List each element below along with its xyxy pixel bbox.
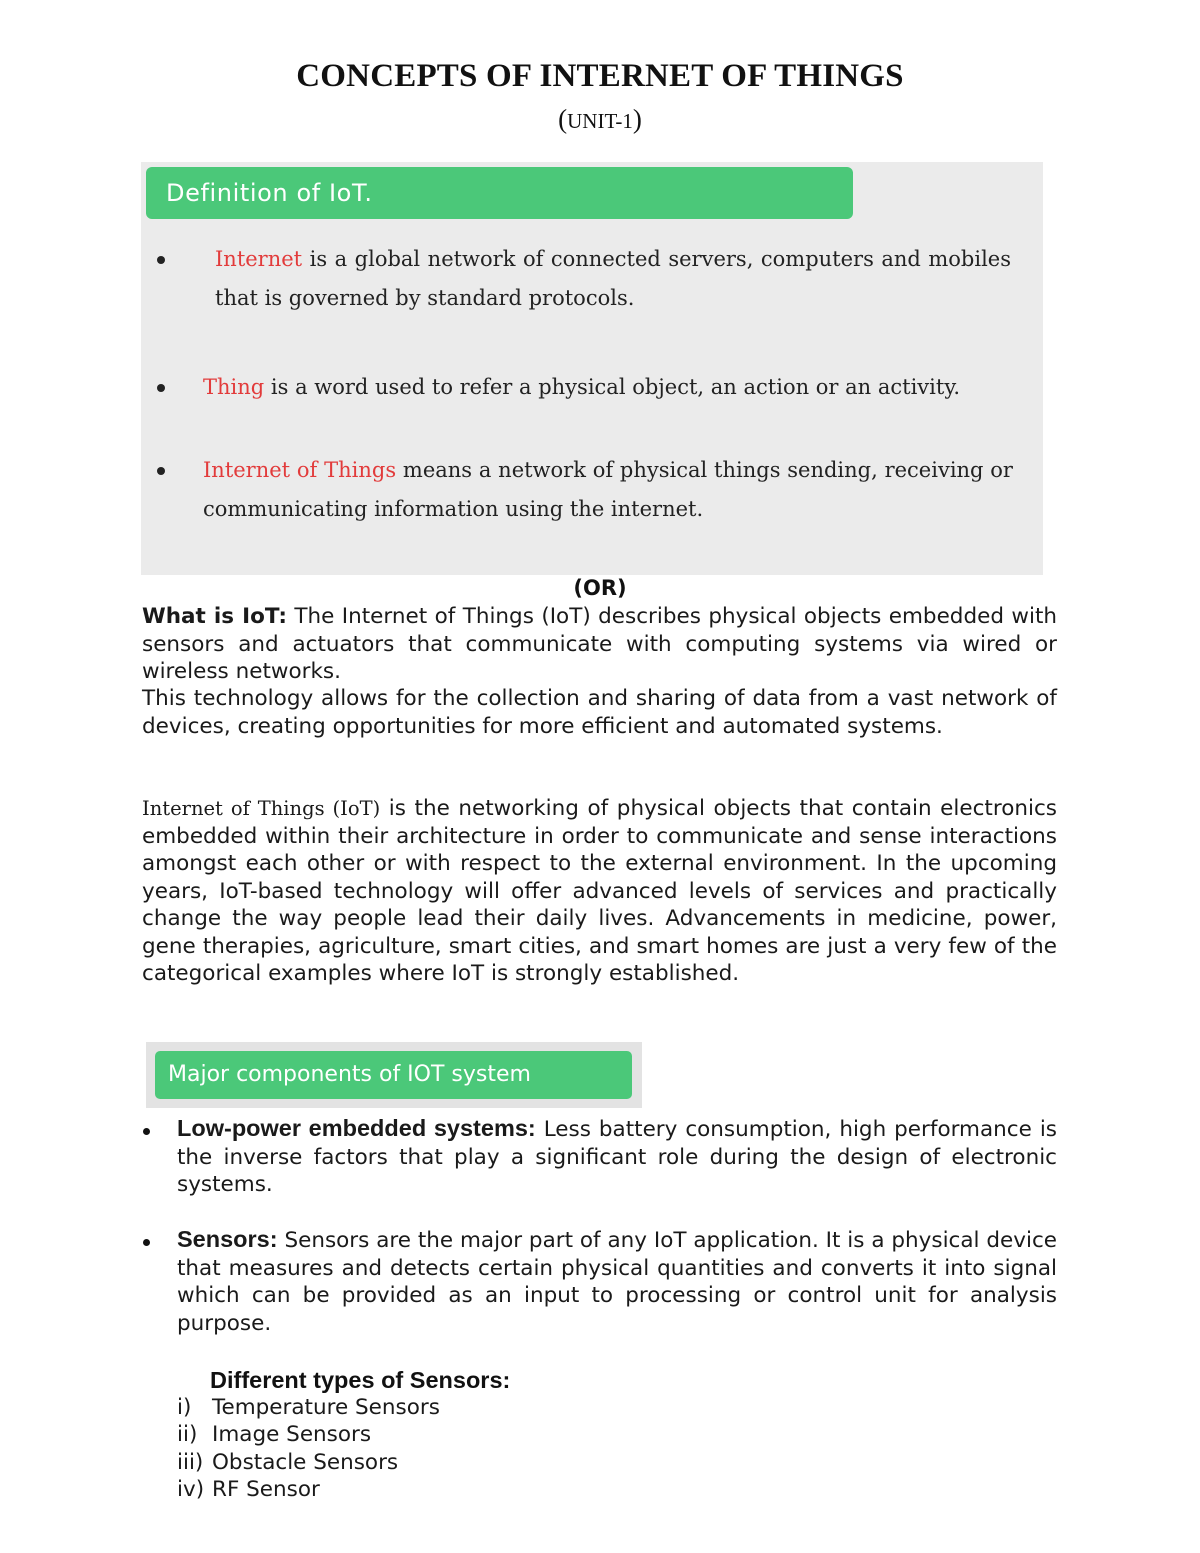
bullet-icon <box>143 1239 150 1246</box>
what-is-iot-label: What is IoT: <box>142 604 287 629</box>
subtitle-text: UNIT-1 <box>567 109 633 133</box>
sensor-type-label: Image Sensors <box>212 1422 372 1447</box>
bullet-icon <box>157 384 165 392</box>
bullet-icon <box>157 467 165 475</box>
sensor-type-number: i) <box>177 1395 192 1420</box>
definition-item <box>203 451 1013 529</box>
definition-text: is a global network of connected servers, computers and mobiles that is governed by standard protocols. <box>215 247 1011 310</box>
what-is-iot-text: The Internet of Things (IoT) describes physical objects embedded with sensors and actuators that communicate with computing systems via wired or wireless networks. <box>142 604 1057 684</box>
subtitle-close-paren: ) <box>632 104 642 134</box>
sensor-type-number: iii) <box>177 1450 204 1475</box>
components-heading: Major components of IOT system <box>155 1051 632 1099</box>
sensor-type-number: iv) <box>177 1477 205 1502</box>
or-separator: (OR) <box>573 576 627 600</box>
sensor-type-label: Temperature Sensors <box>212 1395 440 1420</box>
sensor-type-item <box>177 1395 440 1420</box>
technology-paragraph: This technology allows for the collection and sharing of data from a vast network of devices, creating opportunities for more efficient and automated systems. <box>142 686 1057 739</box>
iot-description-paragraph <box>142 795 1057 988</box>
definition-heading: Definition of IoT. <box>146 167 853 219</box>
iot-description-text: is the networking of physical objects that contain electronics embedded within their architecture in order to communicate and sense interactions amongst each other or with respect to the external environment. In the upcoming years, IoT-based technology will offer advanced levels of services and practically change the way people lead their daily lives. Advancements in medicine, power, gene therapies, agriculture, smart cities, and smart homes are just a very few of the categorical examples where IoT is strongly established. <box>142 796 1057 986</box>
page-subtitle <box>0 104 1200 135</box>
component-label: Low-power embedded systems: <box>177 1115 536 1141</box>
iot-lead: Internet of Things (IoT) <box>142 797 381 820</box>
page-title: CONCEPTS OF INTERNET OF THINGS <box>296 58 904 94</box>
definition-text: is a word used to refer a physical object, an action or an activity. <box>264 375 961 399</box>
definition-item <box>215 240 1011 318</box>
definition-item <box>203 368 1013 407</box>
sensor-type-item <box>177 1422 371 1447</box>
definition-term: Internet <box>215 247 303 271</box>
component-text: Less battery consumption, high performance is the inverse factors that play a significant role during the design of electronic systems. <box>177 1117 1057 1197</box>
component-item <box>177 1226 1057 1337</box>
component-label: Sensors: <box>177 1226 278 1252</box>
components-image <box>146 1042 642 1108</box>
definition-image <box>141 162 1043 575</box>
bullet-icon <box>157 256 165 264</box>
component-item <box>177 1115 1057 1199</box>
definition-text: means a network of physical things sending, receiving or communicating information using the internet. <box>203 458 1013 521</box>
sensor-type-label: RF Sensor <box>212 1477 320 1502</box>
sensor-type-number: ii) <box>177 1422 198 1447</box>
bullet-icon <box>143 1128 150 1135</box>
sensor-type-item <box>177 1450 398 1475</box>
component-text: Sensors are the major part of any IoT application. It is a physical device that measures and detects certain physical quantities and converts it into signal which can be provided as an input to processing or control unit for analysis purpose. <box>177 1228 1057 1336</box>
what-is-iot-paragraph <box>142 603 1057 686</box>
sensor-type-item <box>177 1477 320 1502</box>
sensor-type-label: Obstacle Sensors <box>212 1450 399 1475</box>
subtitle-open-paren: ( <box>558 104 568 134</box>
sensor-types-heading: Different types of Sensors: <box>210 1367 511 1393</box>
definition-term: Thing <box>203 375 265 399</box>
definition-term: Internet of Things <box>203 458 397 482</box>
